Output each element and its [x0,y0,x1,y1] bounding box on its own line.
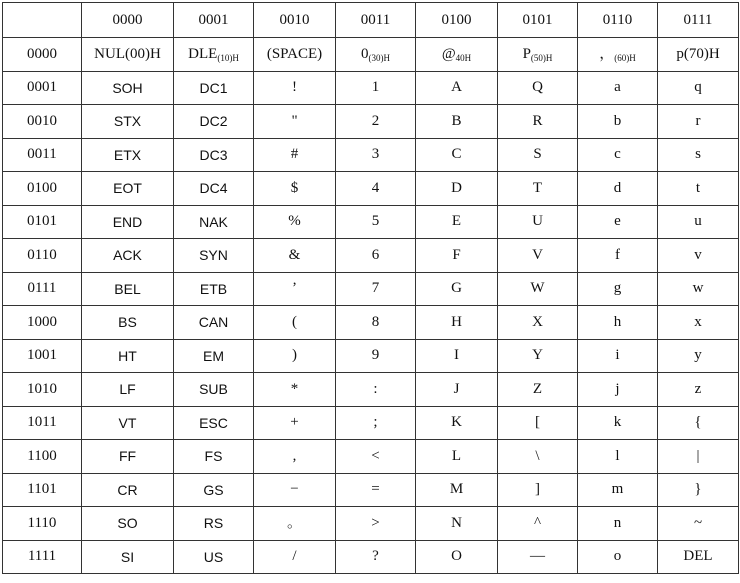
table-cell: 。 [254,507,336,541]
table-cell: SYN [174,239,254,273]
row-header: 0001 [3,71,82,105]
table-cell: x [658,306,739,340]
table-cell: 5 [336,205,416,239]
corner-cell [3,3,82,38]
cell-subscript: 40H [455,52,472,63]
table-cell: VT [82,406,174,440]
row-header: 1011 [3,406,82,440]
cell-main-text: 0 [361,45,369,62]
table-cell: { [658,406,739,440]
table-cell: X [498,306,578,340]
table-cell: V [498,239,578,273]
table-cell: U [498,205,578,239]
table-cell: SOH [82,71,174,105]
table-cell: $ [254,172,336,206]
table-cell: u [658,205,739,239]
cell-subscript: (10)H [217,52,239,63]
table-cell: Y [498,339,578,373]
table-cell [174,38,254,72]
table-cell: o [578,540,658,574]
table-cell: A [416,71,498,105]
header-row [3,3,739,38]
table-cell: N [416,507,498,541]
table-cell: BEL [82,272,174,306]
table-cell: NAK [174,205,254,239]
table-cell: c [578,138,658,172]
ascii-code-table [2,2,739,574]
table-row [3,205,739,239]
table-cell: R [498,105,578,139]
table-cell: STX [82,105,174,139]
table-cell: D [416,172,498,206]
table-cell: w [658,272,739,306]
table-cell: " [254,105,336,139]
row-header: 1110 [3,507,82,541]
column-header: 0100 [416,3,498,38]
table-cell: G [416,272,498,306]
table-cell: ! [254,71,336,105]
table-cell: q [658,71,739,105]
cell-main-text: @ [441,45,456,62]
table-cell: — [498,540,578,574]
table-cell: C [416,138,498,172]
table-cell: ) [254,339,336,373]
column-header: 0011 [336,3,416,38]
table-body [3,3,739,574]
table-cell: DC4 [174,172,254,206]
row-header: 1001 [3,339,82,373]
table-cell: DC1 [174,71,254,105]
table-cell: L [416,440,498,474]
table-cell: p(70)H [658,38,739,72]
table-row [3,105,739,139]
column-header: 0001 [174,3,254,38]
table-cell: SUB [174,373,254,407]
table-row [3,71,739,105]
table-cell: ESC [174,406,254,440]
row-header: 0011 [3,138,82,172]
row-header: 0000 [3,38,82,72]
table-cell: FF [82,440,174,474]
table-cell: m [578,473,658,507]
table-cell: < [336,440,416,474]
table-cell: s [658,138,739,172]
column-header: 0110 [578,3,658,38]
table-cell: SO [82,507,174,541]
table-cell: NUL(00)H [82,38,174,72]
table-cell: K [416,406,498,440]
table-cell [498,38,578,72]
table-row [3,306,739,340]
table-cell: [ [498,406,578,440]
table-cell: F [416,239,498,273]
table-cell: r [658,105,739,139]
cell-main-text: ， [599,45,615,62]
column-header: 0101 [498,3,578,38]
table-cell: 9 [336,339,416,373]
cell-subscript: (60)H [614,52,636,63]
table-cell: DC3 [174,138,254,172]
table-cell: ] [498,473,578,507]
table-row [3,239,739,273]
table-cell: W [498,272,578,306]
table-cell: 3 [336,138,416,172]
table-cell: ? [336,540,416,574]
table-cell: y [658,339,739,373]
table-cell: I [416,339,498,373]
table-row [3,272,739,306]
table-cell [416,38,498,72]
table-cell: DC2 [174,105,254,139]
table-cell: B [416,105,498,139]
table-cell: 2 [336,105,416,139]
table-cell: } [658,473,739,507]
table-cell: 8 [336,306,416,340]
table-cell: * [254,373,336,407]
cell-main-text: DLE [188,45,218,62]
table-cell: ACK [82,239,174,273]
table-cell: Q [498,71,578,105]
table-cell: ETX [82,138,174,172]
table-cell: 7 [336,272,416,306]
row-header: 1010 [3,373,82,407]
table-cell: \ [498,440,578,474]
table-cell: ( [254,306,336,340]
cell-main-text: P [522,45,531,62]
table-cell: SI [82,540,174,574]
table-cell: DEL [658,540,739,574]
column-header: 0010 [254,3,336,38]
table-cell: | [658,440,739,474]
table-cell: g [578,272,658,306]
table-cell: FS [174,440,254,474]
table-cell: 4 [336,172,416,206]
table-cell: % [254,205,336,239]
table-cell: = [336,473,416,507]
table-cell: Z [498,373,578,407]
column-header: 0000 [82,3,174,38]
cell-subscript: (50)H [530,52,553,63]
table-cell: CAN [174,306,254,340]
row-header: 0110 [3,239,82,273]
table-cell: ^ [498,507,578,541]
table-row [3,138,739,172]
table-cell: GS [174,473,254,507]
table-cell: J [416,373,498,407]
table-cell [336,38,416,72]
table-cell: 1 [336,71,416,105]
table-cell: & [254,239,336,273]
table-cell: ’ [254,272,336,306]
table-cell: e [578,205,658,239]
row-header: 0111 [3,272,82,306]
table-cell: ~ [658,507,739,541]
table-cell: CR [82,473,174,507]
table-cell: EM [174,339,254,373]
table-cell: l [578,440,658,474]
table-cell: # [254,138,336,172]
table-cell [578,38,658,72]
table-cell: k [578,406,658,440]
table-cell: END [82,205,174,239]
table-row [3,172,739,206]
table-cell: : [336,373,416,407]
table-row [3,406,739,440]
table-row [3,339,739,373]
table-cell: n [578,507,658,541]
table-cell: b [578,105,658,139]
table-cell: + [254,406,336,440]
table-cell: H [416,306,498,340]
table-cell: d [578,172,658,206]
table-cell: − [254,473,336,507]
table-cell: HT [82,339,174,373]
table-cell: ETB [174,272,254,306]
table-cell: ; [336,406,416,440]
table-cell: t [658,172,739,206]
table-cell: h [578,306,658,340]
table-cell: f [578,239,658,273]
table-cell: v [658,239,739,273]
row-header: 1101 [3,473,82,507]
table-row [3,440,739,474]
table-cell: EOT [82,172,174,206]
table-cell: 6 [336,239,416,273]
table-row [3,540,739,574]
row-header: 1000 [3,306,82,340]
table-cell: (SPACE) [254,38,336,72]
table-cell: US [174,540,254,574]
row-header: 1111 [3,540,82,574]
table-cell: S [498,138,578,172]
table-cell: i [578,339,658,373]
table-cell: M [416,473,498,507]
cell-subscript: (30)H [368,52,390,63]
table-row [3,373,739,407]
row-header: 0100 [3,172,82,206]
table-cell: LF [82,373,174,407]
row-header: 1100 [3,440,82,474]
table-row [3,507,739,541]
table-cell: , [254,440,336,474]
row-header: 0010 [3,105,82,139]
row-header: 0101 [3,205,82,239]
table-cell: RS [174,507,254,541]
table-cell: E [416,205,498,239]
table-row [3,473,739,507]
table-cell: > [336,507,416,541]
table-cell: / [254,540,336,574]
table-cell: a [578,71,658,105]
column-header: 0111 [658,3,739,38]
table-cell: O [416,540,498,574]
table-row [3,38,739,72]
table-cell: BS [82,306,174,340]
table-cell: z [658,373,739,407]
table-cell: j [578,373,658,407]
table-cell: T [498,172,578,206]
